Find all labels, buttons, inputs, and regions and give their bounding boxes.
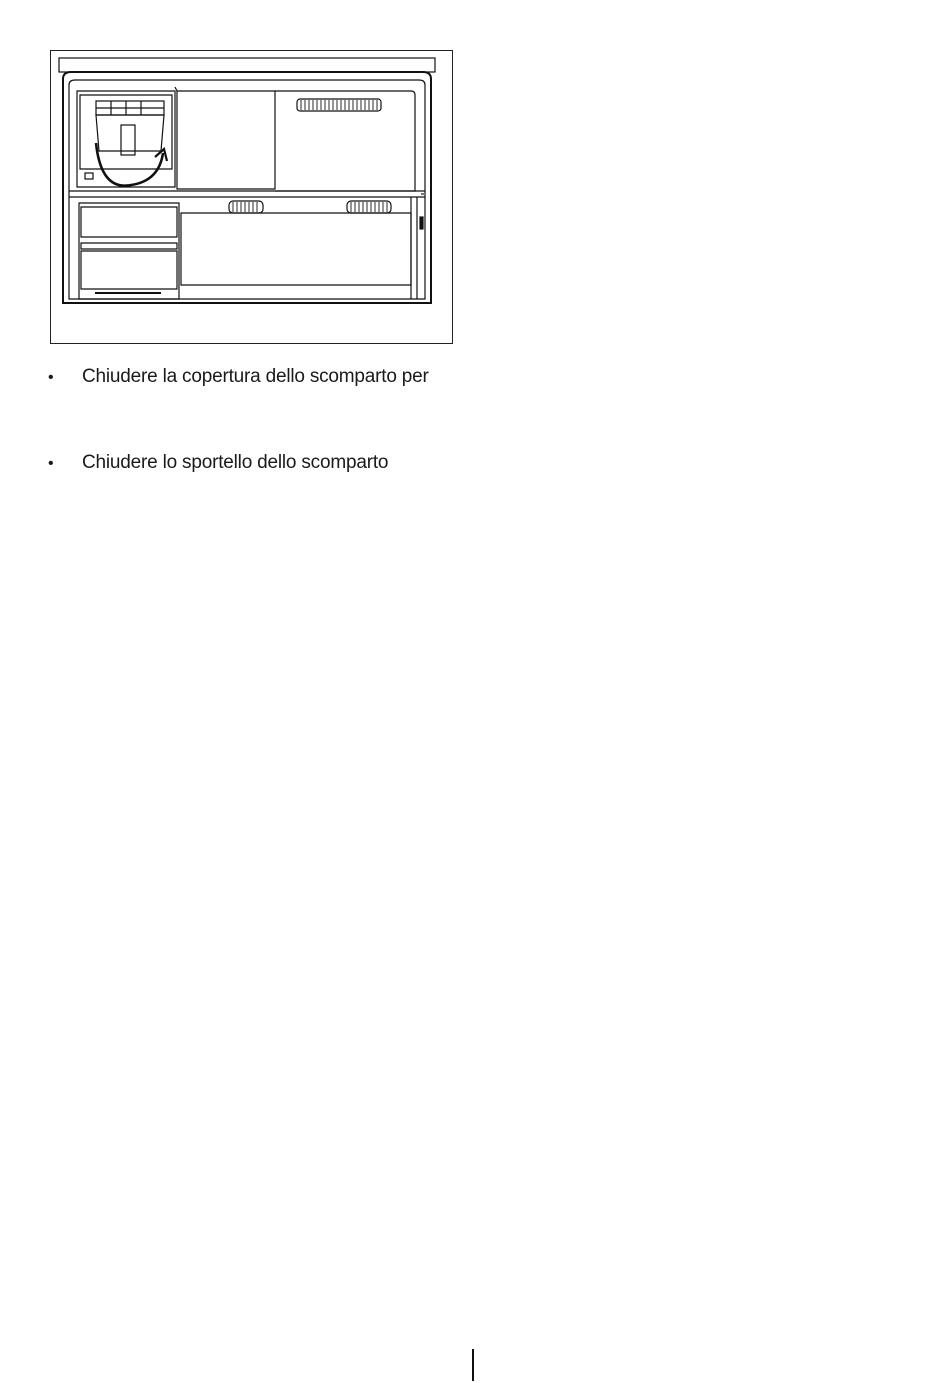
instruction-text: Chiudere la copertura dello scomparto per — [82, 366, 429, 387]
bullet-marker: • — [48, 455, 54, 472]
instruction-item — [48, 366, 429, 388]
bullet-marker: • — [48, 369, 54, 386]
instruction-item — [48, 452, 388, 474]
instruction-text: Chiudere lo sportello dello scomparto — [82, 452, 389, 473]
page-divider — [472, 1349, 474, 1381]
fridge-interior-icon — [51, 51, 452, 343]
fridge-interior-figure — [50, 50, 453, 344]
